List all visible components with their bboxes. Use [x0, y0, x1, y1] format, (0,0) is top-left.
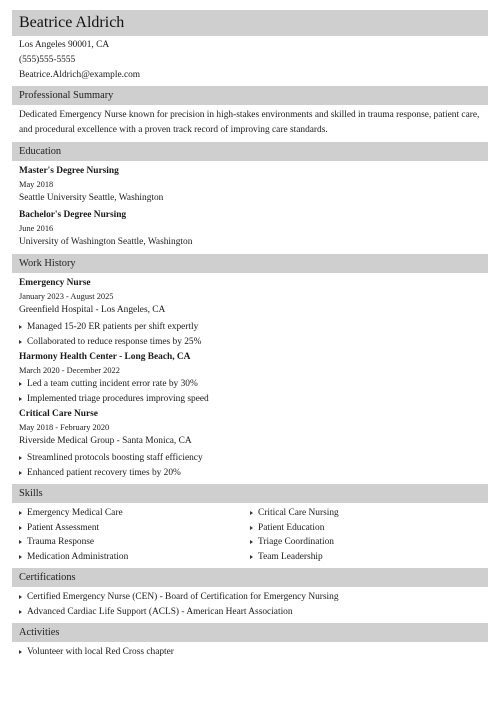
- certifications-bullets: [19, 590, 481, 619]
- bullet-icon: [19, 471, 22, 475]
- list-item: [19, 645, 481, 660]
- activities-section-header: [12, 623, 488, 642]
- bullet-icon: [19, 526, 22, 530]
- bullet-text: Led a team cutting incident error rate by 30%: [27, 379, 198, 389]
- certification-text: Certified Emergency Nurse (CEN) - Board of Certification for Emergency Nursing: [27, 592, 339, 602]
- skills-section-header: [12, 484, 488, 503]
- certification-text: Advanced Cardiac Life Support (ACLS) - American Heart Association: [27, 606, 293, 617]
- list-item: [19, 550, 250, 565]
- job-title: Harmony Health Center - Long Beach, CA: [19, 352, 191, 362]
- job-dates: March 2020 - December 2022: [19, 366, 120, 375]
- bullet-icon: [19, 555, 22, 559]
- skill-text: Patient Assessment: [27, 522, 100, 533]
- list-item: [19, 535, 250, 550]
- bullet-icon: [19, 382, 22, 386]
- degree-title: Bachelor's Degree Nursing: [19, 210, 127, 220]
- education-list: [12, 164, 488, 250]
- bullet-icon: [19, 650, 22, 654]
- candidate-name: Beatrice Aldrich: [19, 14, 125, 31]
- degree-date: June 2016: [19, 224, 54, 233]
- activities-bullets: [19, 645, 481, 660]
- certifications-list: [12, 590, 488, 619]
- activities-list: [12, 645, 488, 660]
- bullet-icon: [19, 595, 22, 599]
- job-entry: [19, 407, 481, 480]
- list-item: [19, 377, 481, 392]
- job-dates: May 2018 - February 2020: [19, 423, 110, 432]
- work-section-header: [12, 254, 488, 273]
- skill-text: Critical Care Nursing: [258, 508, 339, 518]
- job-entry: [19, 276, 481, 349]
- bullet-icon: [250, 511, 253, 515]
- job-entry: [19, 350, 481, 406]
- skill-text: Team Leadership: [258, 551, 323, 562]
- education-section-header: [12, 142, 488, 161]
- summary-section-header: [12, 86, 488, 105]
- bullet-icon: [250, 526, 253, 530]
- list-item: [250, 550, 481, 565]
- bullet-text: Implemented triage procedures improving speed: [27, 393, 209, 404]
- bullet-icon: [19, 610, 22, 614]
- school-name: University of Washington Seattle, Washington: [19, 237, 193, 247]
- job-bullets: [19, 320, 481, 349]
- skills-column-right: [250, 506, 481, 564]
- name-header: [12, 10, 488, 36]
- work-section-title: Work History: [19, 258, 76, 269]
- job-bullets: [19, 451, 481, 480]
- bullet-text: Streamlined protocols boosting staff efficiency: [27, 453, 203, 463]
- job-title: Critical Care Nurse: [19, 409, 98, 419]
- bullet-icon: [250, 540, 253, 544]
- degree-title: Master's Degree Nursing: [19, 166, 119, 176]
- bullet-icon: [19, 511, 22, 515]
- contact-phone: (555)555-5555: [19, 55, 76, 65]
- certifications-section-title: Certifications: [19, 572, 76, 583]
- job-title: Emergency Nurse: [19, 278, 91, 288]
- list-item: [19, 466, 481, 481]
- list-item: [250, 521, 481, 536]
- contact-email: Beatrice.Aldrich@example.com: [19, 70, 141, 80]
- list-item: [19, 506, 250, 521]
- skill-text: Medication Administration: [27, 551, 129, 562]
- skills-grid: [12, 506, 488, 564]
- activity-text: Volunteer with local Red Cross chapter: [27, 647, 174, 657]
- activities-section-title: Activities: [19, 627, 60, 638]
- list-item: [19, 335, 481, 350]
- work-list: [12, 276, 488, 480]
- list-item: [19, 320, 481, 335]
- school-name: Seattle University Seattle, Washington: [19, 193, 164, 203]
- bullet-icon: [19, 325, 22, 329]
- education-entry: [19, 208, 481, 250]
- bullet-icon: [19, 456, 22, 460]
- bullet-text: Managed 15-20 ER patients per shift expertly: [27, 322, 199, 332]
- education-entry: [19, 164, 481, 206]
- skill-text: Trauma Response: [27, 537, 95, 547]
- bullet-icon: [19, 340, 22, 344]
- list-item: [250, 506, 481, 521]
- job-employer: Greenfield Hospital - Los Angeles, CA: [19, 305, 166, 315]
- job-dates: January 2023 - August 2025: [19, 292, 114, 301]
- bullet-icon: [250, 555, 253, 559]
- list-item: [19, 521, 250, 536]
- education-section-title: Education: [19, 146, 62, 157]
- skill-text: Triage Coordination: [258, 537, 334, 547]
- skill-text: Patient Education: [258, 522, 325, 533]
- list-item: [19, 392, 481, 407]
- job-bullets: [19, 377, 481, 406]
- list-item: [250, 535, 481, 550]
- skill-text: Emergency Medical Care: [27, 508, 123, 518]
- list-item: [19, 451, 481, 466]
- summary-section-title: Professional Summary: [19, 90, 114, 101]
- skills-column-left: [19, 506, 250, 564]
- list-item: [19, 590, 481, 605]
- bullet-text: Enhanced patient recovery times by 20%: [27, 467, 181, 478]
- bullet-icon: [19, 540, 22, 544]
- contact-address: Los Angeles 90001, CA: [19, 40, 110, 50]
- degree-date: May 2018: [19, 180, 54, 189]
- list-item: [19, 605, 481, 620]
- job-employer: Riverside Medical Group - Santa Monica, CA: [19, 436, 192, 446]
- bullet-text: Collaborated to reduce response times by 25%: [27, 336, 202, 347]
- bullet-icon: [19, 397, 22, 401]
- certifications-section-header: [12, 568, 488, 587]
- summary-text: Dedicated Emergency Nurse known for precision in high-stakes environments and skilled in trauma response, patient care, and procedural excellence with a proven track record of improving care standards.: [19, 110, 480, 135]
- contact-info: [12, 38, 488, 83]
- skills-section-title: Skills: [19, 488, 43, 499]
